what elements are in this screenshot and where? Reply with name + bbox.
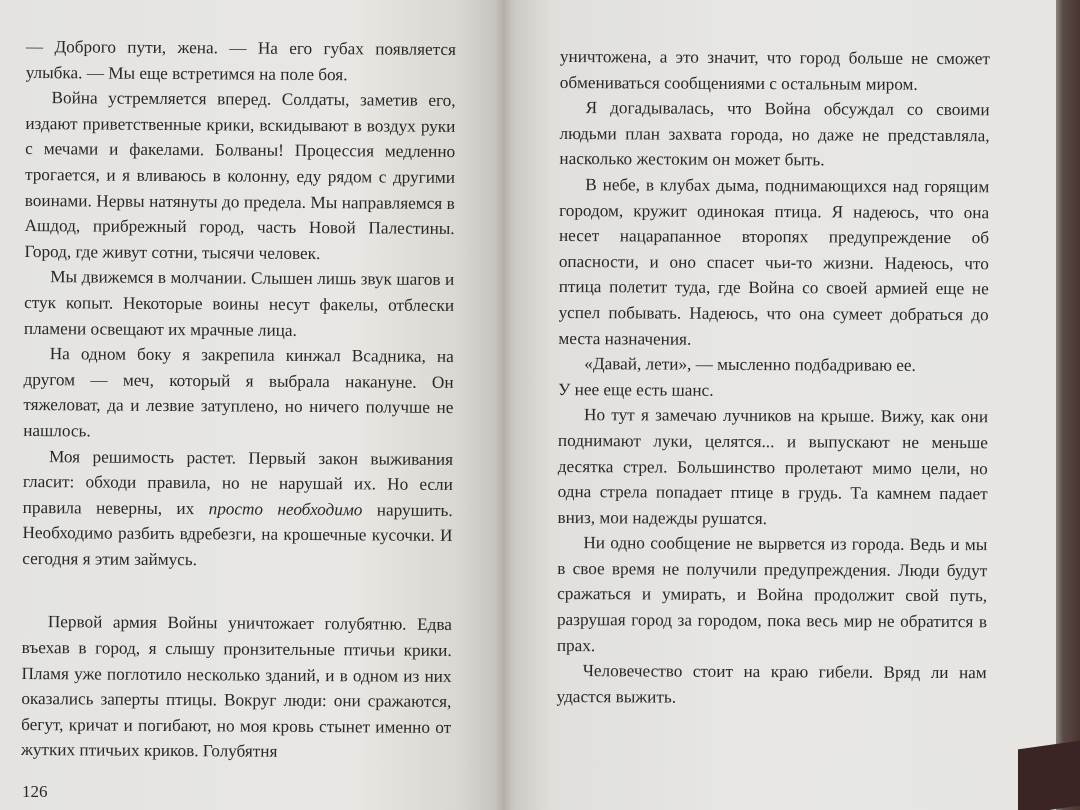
- right-page-text: [557, 44, 990, 712]
- text-span: Моя решимость растет. Первый закон выживания гласит: обходи правила, но не нарушай их. Но если правила неверны, их: [22, 446, 454, 518]
- paragraph: Но тут я замечаю лучников на крыше. Вижу, как они поднимают луки, целятся... и выпускают не меньше десятка стрел. Большинство пролетают мимо цели, но одна стрела попадает птице в грудь. Та камнем падает вниз, мои надежды рушатся.: [557, 405, 989, 528]
- text-span: нарушить. Необходимо разбить вдребезги, на крошечные кусочки. И сегодня я этим займусь.: [22, 500, 453, 570]
- paragraph: В небе, в клубах дыма, поднимающихся над горящим городом, кружит одинокая птица. Я надеюсь, что она несет нацарапанное второпях предупреждение об опасности, и оно спасет чьи-то жизни. Надеюсь, что птица полетит туда, где Война со своей армией еще не успел побывать. Надеюсь, что она сумеет добраться до места назначения.: [558, 175, 990, 349]
- paragraph: Ни одно сообщение не вырвется из города. Ведь и мы в свое время не получили предупреждения. Люди будут сражаться и умирать, и Война продолжит свой путь, разрушая город за городом, пока весь мир не обратится в прах.: [556, 533, 988, 655]
- paragraph: Я догадывалась, что Война обсуждал со своими людьми план захвата города, но даже не представляла, насколько жестоким он может быть.: [559, 98, 990, 170]
- paragraph-resolve: [22, 443, 453, 574]
- paragraph: У нее еще есть шанс.: [558, 379, 714, 400]
- italic-emphasis: просто необходимо: [208, 498, 363, 520]
- book-gutter: [494, 0, 516, 810]
- section-paragraph: Первой армия Войны уничтожает голубятню. Едва въехав в город, я слышу пронзительные птичьи крики. Пламя уже поглотило несколько зданий, и в одном из них оказались заперты птицы. Вокруг люди: они сражаются, бегут, кричат и погибают, но моя кровь стынет именно от жутких птичьих криков. Голубятня: [20, 612, 452, 762]
- book-edge: [1056, 0, 1080, 810]
- paragraph: — Доброго пути, жена. — На его губах появляется улыбка. — Мы еще встретимся на поле боя.: [25, 36, 456, 84]
- paragraph: «Давай, лети», — мысленно подбадриваю ее.: [584, 354, 916, 375]
- paragraph: На одном боку я закрепила кинжал Всадника, на другом — меч, который я выбрала накануне. Он тяжеловат, да и лезвие затуплено, но ничего получше не нашлось.: [23, 344, 454, 441]
- page-number: 126: [22, 782, 48, 801]
- left-page-text: [21, 34, 456, 766]
- paragraph: Человечество стоит на краю гибели. Вряд ли нам удастся выжить.: [556, 661, 987, 707]
- paragraph-continuation: уничтожена, а это значит, что город больше не сможет обмениваться сообщениями с остальным миром.: [559, 46, 990, 94]
- bookmark-corner: [1018, 741, 1080, 810]
- paragraph: Война устремляется вперед. Солдаты, заметив его, издают приветственные крики, вскидывают в воздух руки с мечами и факелами. Болваны! Процессия медленно трогается, и я вливаюсь в колонну, еду рядом с другими воинами. Нервы натянуты до предела. Мы направляемся в Ашдод, прибрежный город, часть Новой Палестины. Город, где живут сотни, тысячи человек.: [24, 88, 456, 263]
- paragraph: Мы движемся в молчании. Слышен лишь звук шагов и стук копыт. Некоторые воины несут факелы, отблески пламени освещают их мрачные лица.: [23, 267, 455, 340]
